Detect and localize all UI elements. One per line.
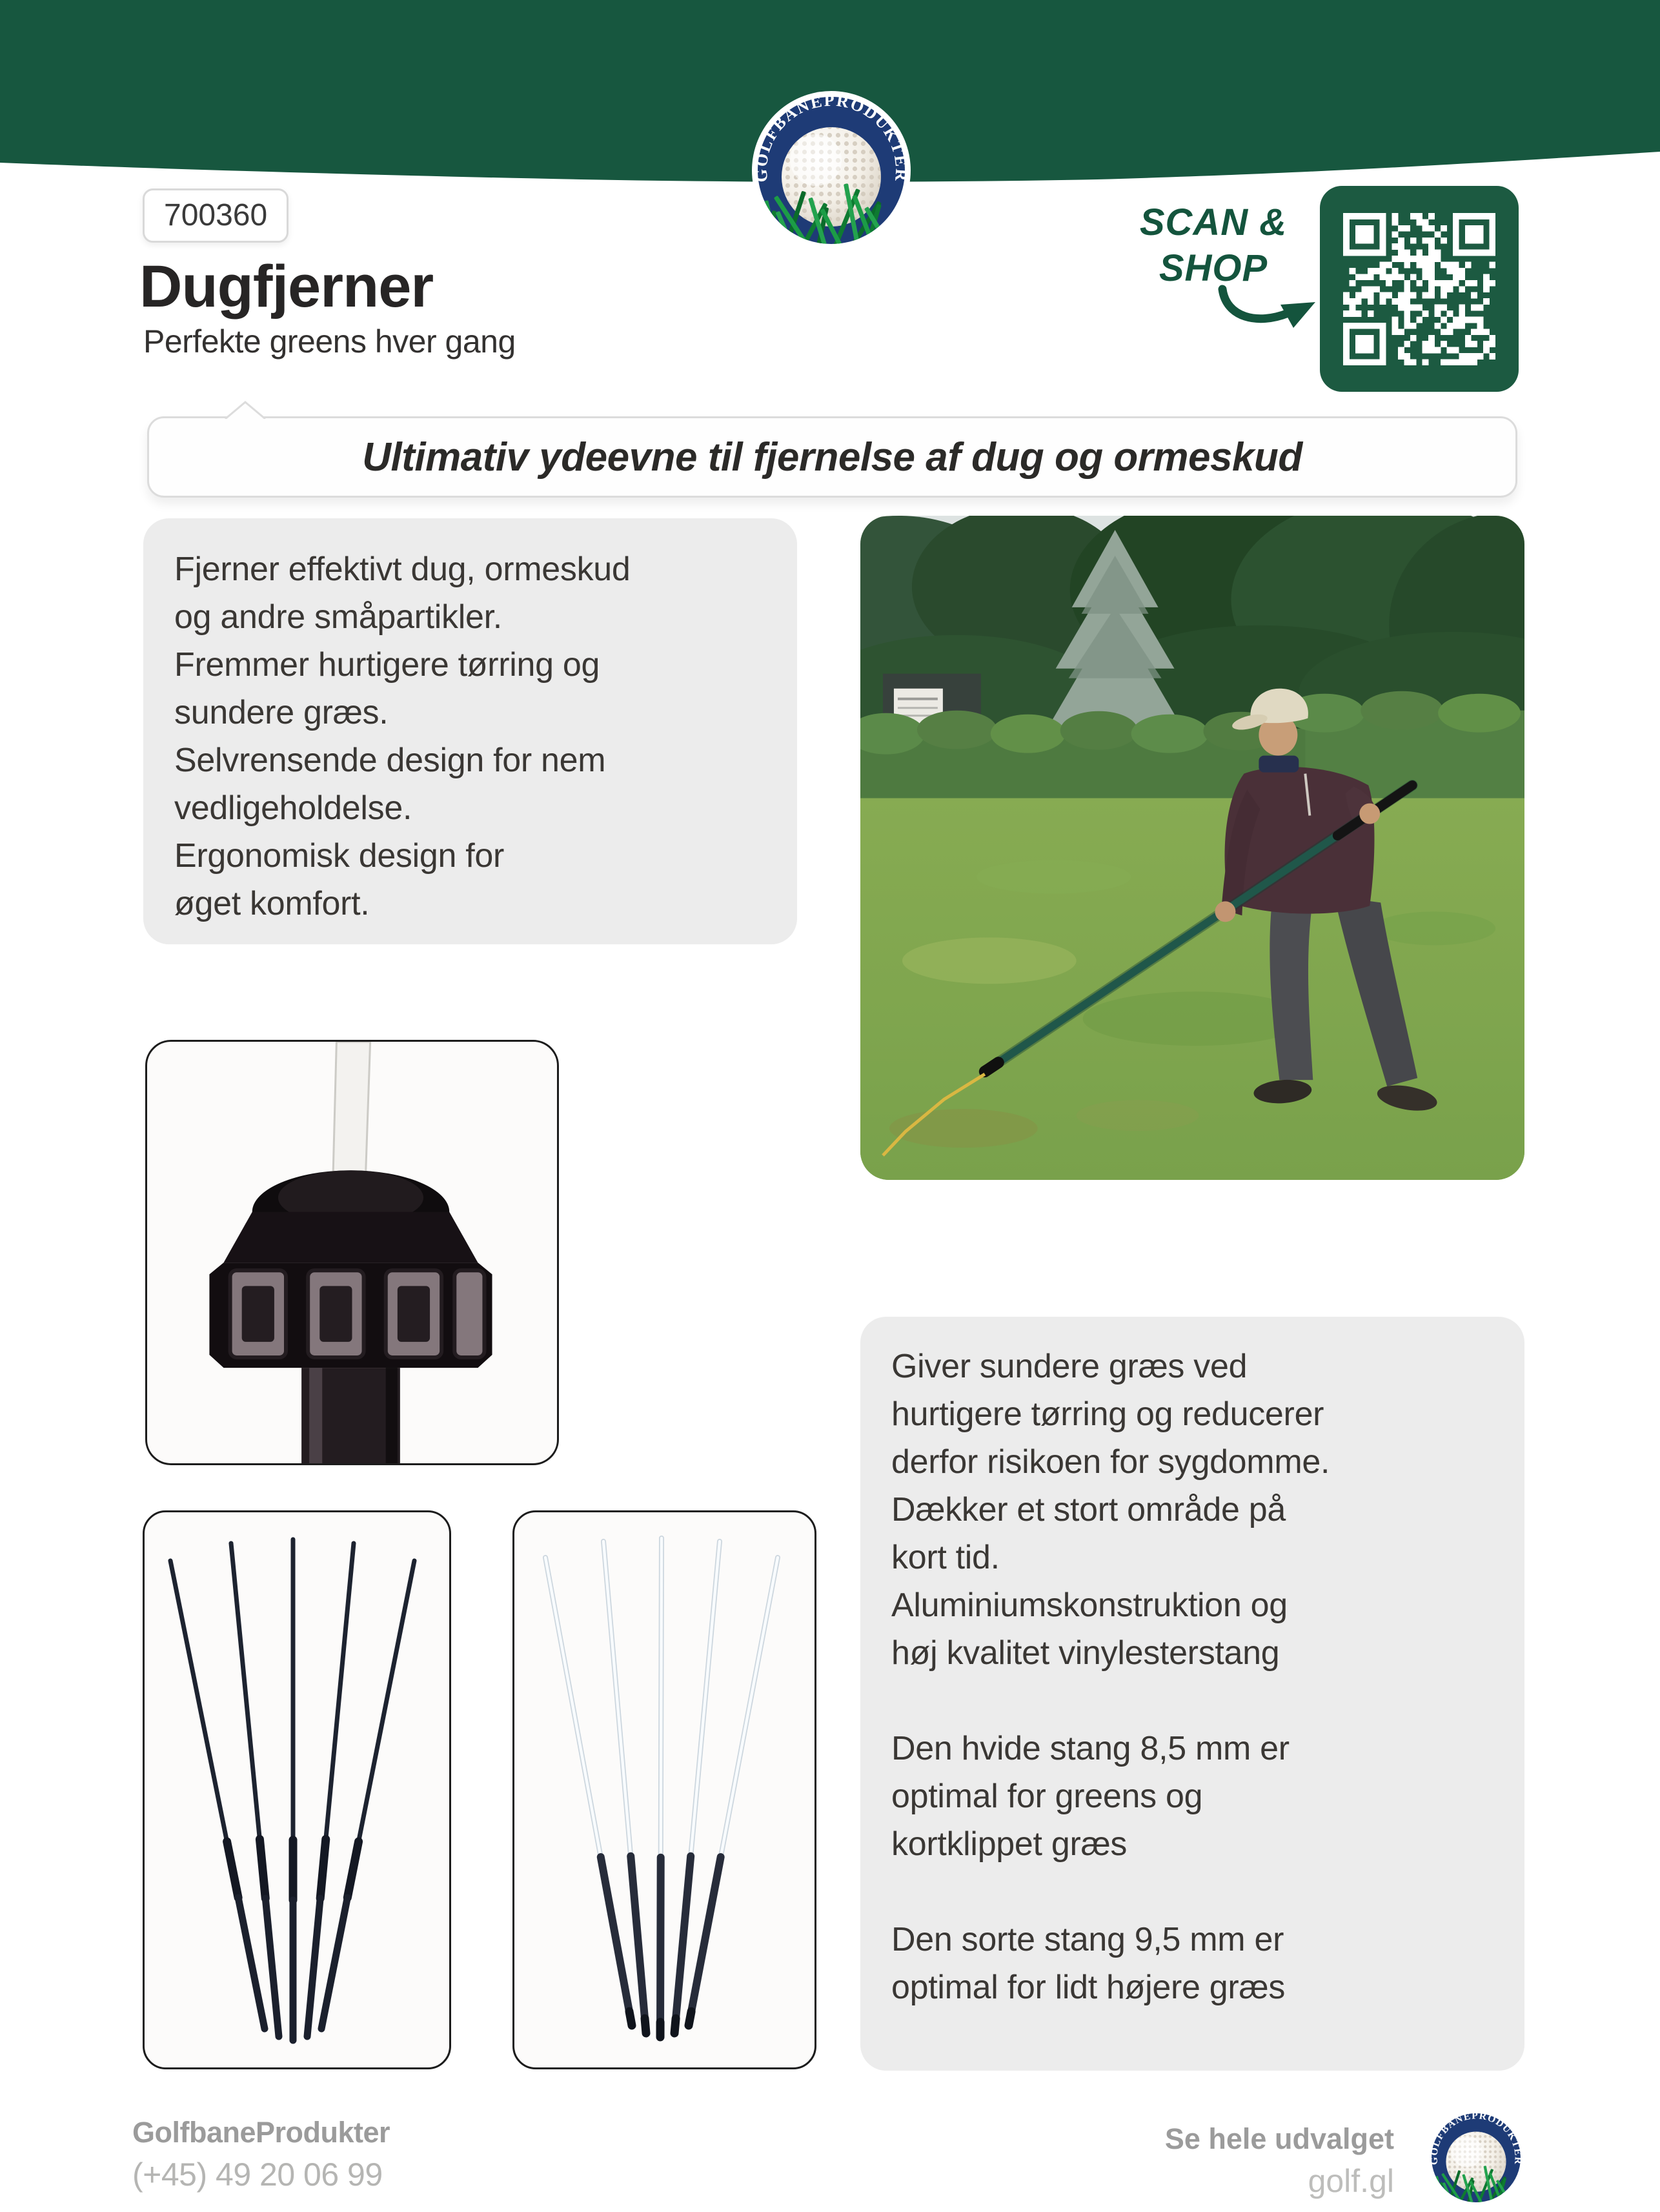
qr-code (1320, 186, 1519, 392)
text-line: Den hvide stang 8,5 mm er (891, 1730, 1290, 1767)
banner-pointer (225, 401, 266, 419)
text-line: Aluminiumskonstruktion og (891, 1587, 1288, 1624)
text-line: optimal for lidt højere græs (891, 1969, 1286, 2006)
text-line: Fjerner effektivt dug, ormeskud (174, 551, 631, 588)
footer-site-link[interactable]: golf.gl (1308, 2163, 1394, 2199)
claim-banner-text: Ultimativ ydeevne til fjernelse af dug og ormeskud (362, 434, 1302, 480)
text-line: optimal for greens og (891, 1778, 1203, 1815)
rods-white-image (512, 1510, 816, 2069)
footer-cta: Se hele udvalget (1164, 2122, 1394, 2155)
product-photo (860, 516, 1524, 1180)
text-line: kort tid. (891, 1539, 1000, 1576)
footer-logo-badge (1428, 2109, 1524, 2206)
text-line: øget komfort. (174, 885, 370, 922)
text-line: derfor risikoen for sygdomme. (891, 1443, 1330, 1481)
benefits-paragraph-3 (891, 1916, 1524, 2011)
text-line: vedligeholdelse. (174, 789, 412, 827)
claim-banner (147, 416, 1517, 498)
features-lines (174, 545, 797, 928)
sku-badge: 700360 (143, 188, 288, 243)
scan-shop-label (1091, 200, 1336, 292)
text-line: hurtigere tørring og reducerer (891, 1395, 1324, 1433)
benefits-paragraph-1 (891, 1343, 1524, 1677)
text-line: og andre småpartikler. (174, 598, 502, 636)
footer-phone: (+45) 49 20 06 99 (132, 2156, 383, 2193)
text-line: Dækker et stort område på (891, 1491, 1286, 1528)
footer-company: GolfbaneProdukter (132, 2116, 390, 2149)
features-box (143, 518, 797, 944)
text-line: høj kvalitet vinylesterstang (891, 1634, 1280, 1672)
connector-image (145, 1040, 559, 1465)
scan-shop-line1: SCAN & (1139, 201, 1288, 243)
benefits-paragraph-2 (891, 1725, 1524, 1868)
scan-arrow-icon (1213, 284, 1330, 336)
scan-shop-line2: SHOP (1159, 247, 1268, 289)
brand-logo-badge (751, 90, 911, 250)
text-line: Den sorte stang 9,5 mm er (891, 1921, 1284, 1958)
benefits-box (860, 1317, 1524, 2071)
text-line: sundere græs. (174, 694, 389, 731)
text-line: Selvrensende design for nem (174, 742, 606, 779)
text-line: Ergonomisk design for (174, 837, 505, 875)
text-line: kortklippet græs (891, 1825, 1128, 1863)
text-line: Giver sundere græs ved (891, 1348, 1248, 1385)
text-line: Fremmer hurtigere tørring og (174, 646, 600, 684)
rods-black-image (143, 1510, 451, 2069)
page-subtitle: Perfekte greens hver gang (143, 323, 516, 360)
page-title: Dugfjerner (139, 254, 434, 320)
